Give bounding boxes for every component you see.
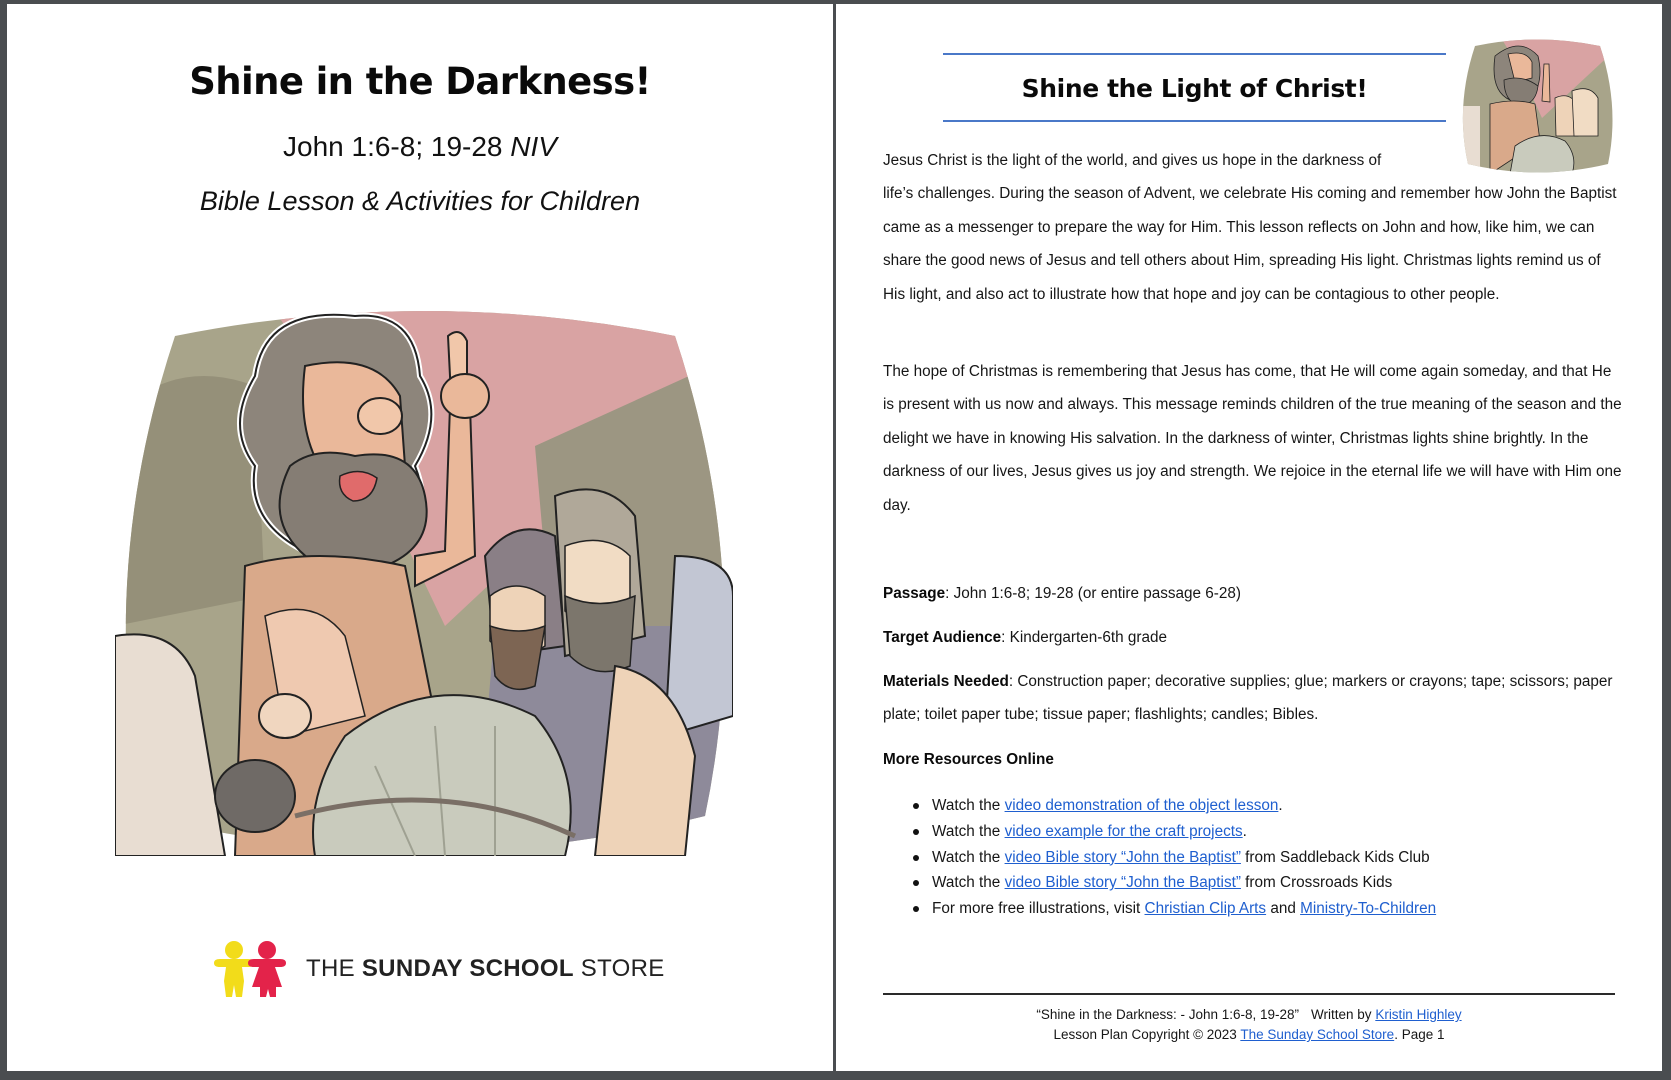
saddleback-video-link[interactable]: video Bible story “John the Baptist” — [1004, 848, 1241, 866]
ministry-to-children-link[interactable]: Ministry-To-Children — [1300, 900, 1437, 918]
cover-subtitle: Bible Lesson & Activities for Children — [199, 186, 641, 216]
resource-item — [912, 870, 1612, 896]
resources-list — [912, 793, 1612, 922]
resource-item — [912, 819, 1612, 845]
footer-lesson-title: “Shine in the Darkness: - John 1:6-8, 19-28” — [1036, 1007, 1300, 1022]
resource-text: Watch the — [932, 797, 1005, 814]
title-rule-top — [943, 53, 1446, 55]
footer-written-by: Written by — [1311, 1007, 1376, 1022]
resource-text: . — [1242, 822, 1247, 840]
audience-line — [883, 621, 1613, 654]
cover-title: Shine in the Darkness! — [189, 60, 651, 103]
resources-heading — [883, 743, 1613, 776]
passage-line — [883, 577, 1613, 610]
resource-text: For more free illustrations, visit — [932, 900, 1145, 918]
resource-text: and — [1266, 900, 1301, 918]
lesson-title: Shine the Light of Christ! — [1021, 74, 1368, 103]
john-the-baptist-illustration — [115, 296, 733, 856]
footer-divider — [883, 993, 1615, 995]
materials-label: Materials Needed — [883, 673, 1009, 690]
resource-text: Watch the — [932, 848, 1005, 866]
materials-value: : Construction paper; decorative supplies; glue; markers or crayons; tape; scissors; paper plate; toilet paper tube; tissue paper; flashlights; candles; Bibles. — [883, 673, 1613, 724]
resource-text: from Saddleback Kids Club — [1240, 848, 1430, 866]
resource-text: . — [1278, 797, 1283, 814]
resource-text: from Crossroads Kids — [1240, 874, 1393, 892]
intro-paragraph-2: The hope of Christmas is remembering that Jesus has come, that He will come again someday, and that He is present with us now and always. This message reminds children of the true meaning of the season and the delight we have in knowing His salvation. In the darkness of winter, Christmas lights shine brightly. In the darkness of our lives, Jesus gives us joy and strength. We rejoice in the eternal life we will have with Him one day. — [883, 363, 1622, 514]
resource-item — [912, 845, 1612, 871]
resource-item — [912, 896, 1612, 922]
author-link[interactable]: Kristin Highley — [1375, 1007, 1462, 1022]
resource-text: Watch the — [932, 822, 1005, 840]
footer-line-1 — [883, 1005, 1615, 1025]
footer-copyright: Lesson Plan Copyright © 2023 — [1053, 1027, 1241, 1042]
lesson-page — [836, 4, 1662, 1071]
brand-prefix: THE — [306, 955, 355, 982]
audience-label: Target Audience — [883, 629, 1002, 646]
passage-label: Passage — [883, 585, 946, 602]
resource-item — [912, 793, 1612, 819]
brand-bold: SUNDAY SCHOOL — [361, 955, 574, 982]
reference-text: John 1:6-8; 19-28 — [283, 131, 503, 162]
footer-line-2 — [883, 1025, 1615, 1045]
resource-text: Watch the — [932, 874, 1005, 892]
intro-paragraph-1 — [883, 144, 1623, 311]
cover-page — [7, 4, 833, 1071]
paper-doll-logo-icon — [212, 939, 292, 999]
passage-value: : John 1:6-8; 19-28 (or entire passage 6-28) — [945, 585, 1242, 602]
paragraph-1-rest: life’s challenges. During the season of Advent, we celebrate His coming and remember how John the Baptist came as a messenger to prepare the way for Him. This lesson reflects on John and how, like him, we can share the good news of Jesus and tell others about Him, spreading His light. Christmas lights remind us of His light, and also act to illustrate how that hope and joy can be contagious to other people. — [883, 185, 1617, 303]
paragraph-1-first-line: Jesus Christ is the light of the world, and gives us hope in the darkness of — [883, 152, 1382, 169]
brand-suffix: STORE — [580, 955, 665, 982]
audience-value: : Kindergarten-6th grade — [1001, 629, 1167, 646]
crossroads-video-link[interactable]: video Bible story “John the Baptist” — [1004, 874, 1241, 892]
craft-video-link[interactable]: video example for the craft projects — [1004, 822, 1243, 840]
footer-page-number: . Page 1 — [1394, 1027, 1445, 1042]
translation-label: NIV — [510, 131, 557, 162]
materials-line — [883, 665, 1613, 732]
resources-heading-text: More Resources Online — [883, 751, 1054, 768]
publisher-link[interactable]: The Sunday School Store — [1240, 1027, 1395, 1042]
sunday-school-store-brand — [212, 939, 665, 999]
scripture-reference — [7, 131, 833, 163]
page-footer — [883, 1005, 1615, 1045]
brand-wordmark — [306, 955, 665, 983]
christian-clip-arts-link[interactable]: Christian Clip Arts — [1144, 900, 1267, 918]
object-lesson-video-link[interactable]: video demonstration of the object lesson — [1004, 797, 1279, 814]
title-rule-bottom — [943, 120, 1446, 122]
